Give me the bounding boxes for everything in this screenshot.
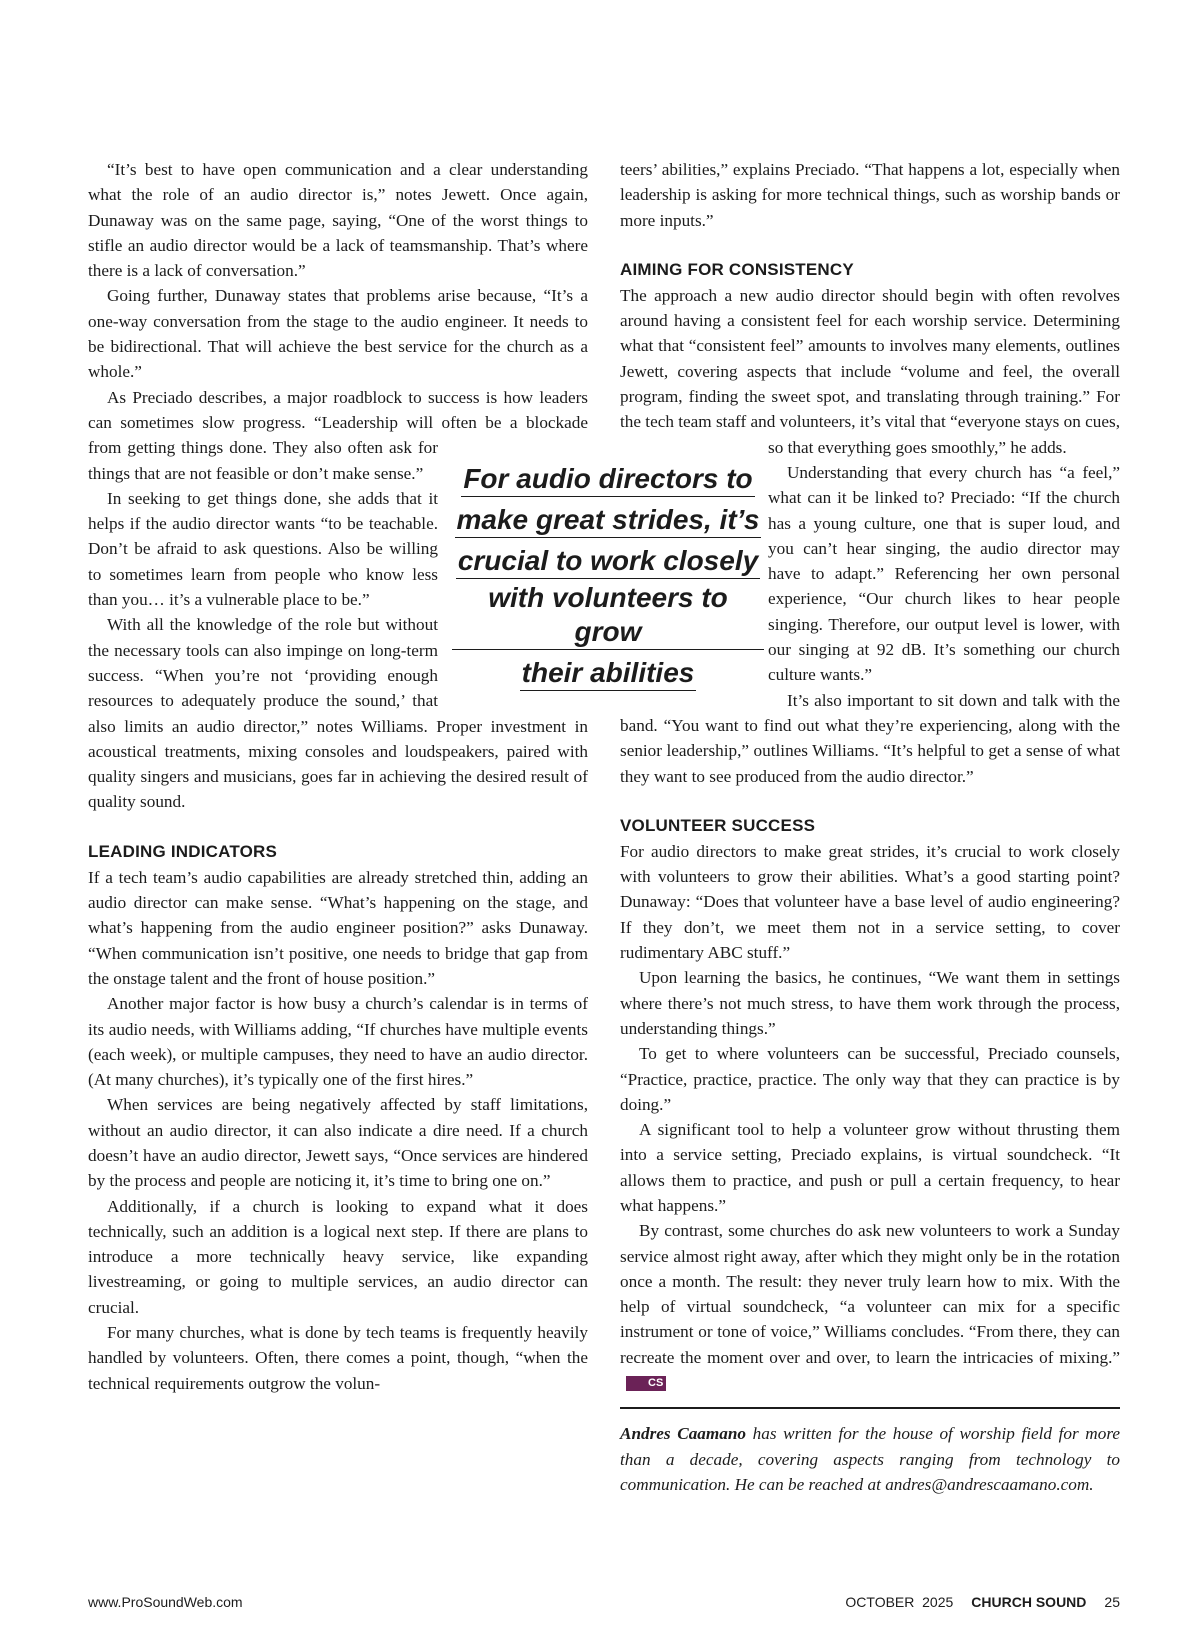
author-bio bbox=[620, 1421, 1120, 1497]
body-paragraph bbox=[620, 1218, 1120, 1395]
church-sound-end-mark-icon: CS bbox=[626, 1376, 666, 1391]
body-paragraph: “It’s best to have open communication and a clear understanding what the role of an audio director is,” notes Jewett. Once again, Dunaway was on the same page, saying, “One of the worst things to stifle an audio director would be a lack of teamsmanship. That’s where there is a lack of conversation.” bbox=[88, 160, 588, 281]
author-name: Andres Caamano bbox=[620, 1424, 747, 1444]
body-paragraph: To get to where volunteers can be successful, Preciado counsels, “Practice, practice, practice. The only way that they can practice is by doing.” bbox=[620, 1044, 1120, 1114]
body-paragraph: For many churches, what is done by tech teams is frequently heavily handled by volunteers. Often, there comes a point, though, “when the technical requirements outgrow the volun- bbox=[88, 1323, 588, 1393]
body-paragraph-text: As Preciado describes, a major roadblock to success is how leaders can sometimes slow progress. “Leadership will often be a blockade from getting things done. They also often ask for things that are not feasible or don’t make sense.” bbox=[88, 387, 588, 483]
closing-paragraph-text: By contrast, some churches do ask new volunteers to work a Sunday service almost right away, after which they might only be in the rotation once a month. The result: they never truly learn how to mix. With the help of virtual soundcheck, “a volunteer can mix for a specific instrument or tone of voice,” Williams concludes. “From there, they can recreate the moment over and over, to learn the intricacies of mixing.” bbox=[620, 1221, 1120, 1367]
section-heading-volunteer-success: VOLUNTEER SUCCESS bbox=[620, 815, 816, 835]
pull-quote-line: their abilities bbox=[520, 656, 697, 691]
body-paragraph: Another major factor is how busy a church’s calendar is in terms of its audio needs, with Williams adding, “If churches have multiple events (each week), or multiple campuses, they need to have an audio director. (At many churches), it’s typically one of the first hires.” bbox=[88, 994, 588, 1090]
body-paragraph: Going further, Dunaway states that problems arise because, “It’s a one-way conversation from the stage to the audio engineer. It needs to be bidirectional. That will achieve the best service for the church as a whole.” bbox=[88, 286, 588, 382]
body-paragraph: Additionally, if a church is looking to expand what it does technically, such an addition is a logical next step. If there are plans to introduce a more technically heavy service, like expanding livestreaming, or going to multiple services, an audio director can crucial. bbox=[88, 1196, 588, 1317]
body-paragraph: With all the knowledge of the role but without the necessary tools can also impinge on long-term success. “When you’re not ‘providing enough resources to adequately produce the sound,’ that also limits an audio director,” notes Williams. Proper investment in acoustical treatments, mixing consoles and loudspeakers, paired with quality singers and musicians, goes far in achieving the desired result of quality sound. bbox=[88, 615, 588, 812]
body-paragraph: For audio directors to make great strides, it’s crucial to work closely with volunteers to grow their abilities. What’s a good starting point? Dunaway: “Does that volunteer have a base level of audio engineering? If they don’t, we meet them not in a service setting, to cover rudimentary ABC stuff.” bbox=[620, 841, 1120, 963]
pull-quote-spacer bbox=[620, 452, 768, 701]
body-paragraph: Upon learning the basics, he continues, “We want them in settings where there’s not much stress, to have them work through the process, understanding things.” bbox=[620, 968, 1120, 1038]
body-paragraph: In seeking to get things done, she adds that it helps if the audio director wants “to be teachable. Don’t be afraid to ask questions. Also be willing to sometimes learn from people who know less than you… it’s a vulnerable place to be.” bbox=[88, 488, 438, 610]
footer-website: www.ProSoundWeb.com bbox=[88, 1594, 243, 1610]
bio-divider bbox=[620, 1407, 1120, 1409]
section-heading-aiming-for-consistency: AIMING FOR CONSISTENCY bbox=[620, 259, 854, 279]
section-heading-leading-indicators: LEADING INDICATORS bbox=[88, 841, 278, 861]
body-paragraph: The approach a new audio director should begin with often revolves around having a consistent feel for each worship service. Determining what that “consistent feel” amounts to involves many elements, outlines Jewett, covering aspects that include “volume and feel, the overall program, finding the sweet spot, and translating through training.” For the tech team staff and volunteers, it’s vital that “everyone stays on cues, so that everything goes smoothly,” he adds. bbox=[620, 283, 1120, 460]
footer-right bbox=[845, 1594, 1120, 1610]
publication-name: CHURCH SOUND bbox=[971, 1594, 1087, 1610]
pull-quote-line: crucial to work closely bbox=[456, 544, 760, 579]
issue-date: OCTOBER 2025 bbox=[845, 1594, 954, 1610]
right-column bbox=[620, 157, 1120, 1497]
page-number: 25 bbox=[1104, 1594, 1120, 1610]
author-bio-text: has written for the house of worship field for more than a decade, covering aspects ranging from technology to communication. He can be reached at andres@andrescaamano.com. bbox=[620, 1424, 1120, 1494]
left-column bbox=[88, 157, 588, 1396]
body-paragraph: A significant tool to help a volunteer grow without thrusting them into a service setting, Preciado explains, is virtual soundcheck. “It allows them to practice, and push or pull a certain frequency, to hear what happens.” bbox=[620, 1120, 1120, 1215]
body-paragraph: If a tech team’s audio capabilities are already stretched thin, adding an audio director can make sense. “What’s happening on the stage, and what’s happening from the audio engineer position?” asks Dunaway. “When communication isn’t positive, one needs to bridge that gap from the onstage talent and the front of house position.” bbox=[88, 867, 588, 988]
pull-quote-line: with volunteers to grow bbox=[452, 581, 764, 650]
body-paragraph: Understanding that every church has “a feel,” what can it be linked to? Preciado: “If the church has a young culture, one that is super loud, and you can’t hear singing, the audio director may have to adapt.” Referencing her own personal experience, “Our church likes to hear people singing. Therefore, our output level is lower, with our singing at 92 dB. It’s something our church culture wants.” bbox=[768, 462, 1120, 685]
pull-quote-line: make great strides, it’s bbox=[455, 503, 762, 538]
pull-quote-line: For audio directors to bbox=[461, 462, 754, 497]
body-paragraph: It’s also important to sit down and talk with the band. “You want to find out what they’re experiencing, along with the senior leadership,” outlines Williams. “It’s helpful to get a sense of what they want to see produced from the audio director.” bbox=[620, 690, 1120, 786]
body-paragraph: teers’ abilities,” explains Preciado. “That happens a lot, especially when leadership is asking for more technical things, such as worship bands or more inputs.” bbox=[620, 160, 1120, 230]
body-paragraph: When services are being negatively affected by staff limitations, without an audio director, it can also indicate a dire need. If a church doesn’t have an audio director, Jewett says, “Once services are hindered by the process and people are noticing it, it’s time to bring one on.” bbox=[88, 1095, 588, 1191]
